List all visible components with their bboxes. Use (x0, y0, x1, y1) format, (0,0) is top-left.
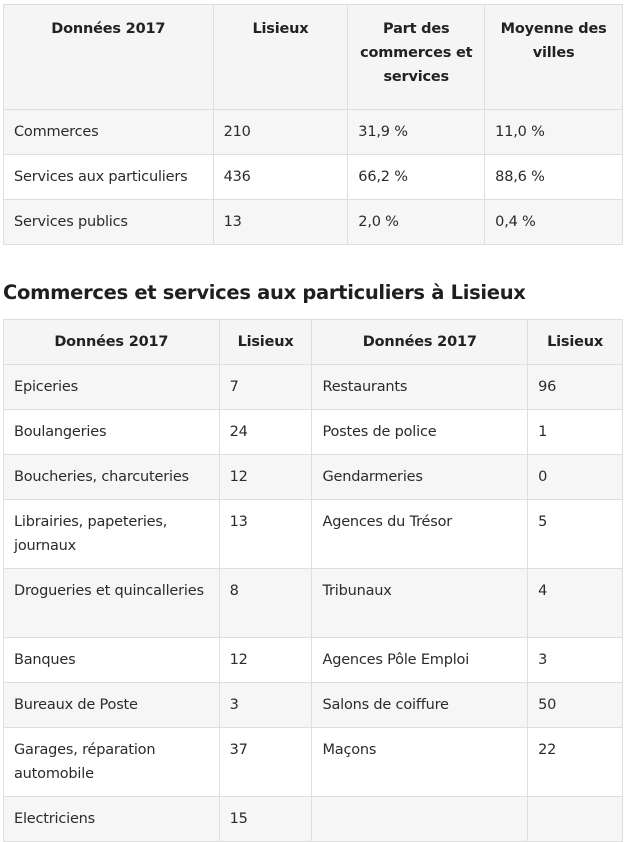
table-cell: Maçons (312, 728, 528, 797)
table-cell: 436 (213, 155, 348, 200)
table-row (4, 569, 623, 638)
column-header: Moyenne des villes (485, 5, 623, 110)
table-row (4, 110, 623, 155)
table-cell: 11,0 % (485, 110, 623, 155)
table-cell: Banques (4, 638, 220, 683)
table-row (4, 200, 623, 245)
table-cell: Services aux particuliers (4, 155, 214, 200)
table-header-row (4, 5, 623, 110)
table-row (4, 155, 623, 200)
table-cell: 22 (528, 728, 623, 797)
table-cell: 3 (528, 638, 623, 683)
table-cell: 8 (219, 569, 312, 638)
table-cell: Commerces (4, 110, 214, 155)
table-row (4, 728, 623, 797)
table-cell: Boucheries, charcuteries (4, 455, 220, 500)
table-row (4, 683, 623, 728)
table-cell: Boulangeries (4, 410, 220, 455)
section-title: Commerces et services aux particuliers à Lisieux (3, 281, 526, 304)
table-cell: Bureaux de Poste (4, 683, 220, 728)
table-cell: 1 (528, 410, 623, 455)
table-cell: Drogueries et quincalleries (4, 569, 220, 638)
table-cell: 31,9 % (348, 110, 485, 155)
table-cell: Restaurants (312, 365, 528, 410)
table-cell: Agences Pôle Emploi (312, 638, 528, 683)
table-header-row (4, 320, 623, 365)
table-row (4, 638, 623, 683)
table-cell: 37 (219, 728, 312, 797)
column-header: Part des commerces et services (348, 5, 485, 110)
table-row (4, 455, 623, 500)
table-cell: 13 (213, 200, 348, 245)
table-cell: 0 (528, 455, 623, 500)
table-cell: Services publics (4, 200, 214, 245)
table-row (4, 797, 623, 842)
table-cell: 4 (528, 569, 623, 638)
table-cell: 0,4 % (485, 200, 623, 245)
column-header: Lisieux (219, 320, 312, 365)
table-cell: Librairies, papeteries, journaux (4, 500, 220, 569)
table-row (4, 365, 623, 410)
column-header: Lisieux (213, 5, 348, 110)
table-cell: 50 (528, 683, 623, 728)
table-row (4, 500, 623, 569)
table-cell: Gendarmeries (312, 455, 528, 500)
table-cell (528, 797, 623, 842)
table-cell: Epiceries (4, 365, 220, 410)
table-cell: Electriciens (4, 797, 220, 842)
table-cell: Salons de coiffure (312, 683, 528, 728)
table-cell: 5 (528, 500, 623, 569)
table-cell: Tribunaux (312, 569, 528, 638)
table-cell: 88,6 % (485, 155, 623, 200)
table-cell: 66,2 % (348, 155, 485, 200)
table-cell: Garages, réparation automobile (4, 728, 220, 797)
table-cell: 12 (219, 638, 312, 683)
stats-table-details (3, 319, 623, 842)
table-cell: Agences du Trésor (312, 500, 528, 569)
table-cell: 15 (219, 797, 312, 842)
column-header: Données 2017 (4, 5, 214, 110)
stats-table-summary (3, 4, 623, 245)
column-header: Données 2017 (4, 320, 220, 365)
table-cell: 3 (219, 683, 312, 728)
column-header: Lisieux (528, 320, 623, 365)
table-cell: 13 (219, 500, 312, 569)
table-cell: 2,0 % (348, 200, 485, 245)
table-cell: 7 (219, 365, 312, 410)
table-cell: 96 (528, 365, 623, 410)
column-header: Données 2017 (312, 320, 528, 365)
table-cell: 210 (213, 110, 348, 155)
table-cell: Postes de police (312, 410, 528, 455)
table-cell: 24 (219, 410, 312, 455)
table-cell: 12 (219, 455, 312, 500)
table-cell (312, 797, 528, 842)
table-row (4, 410, 623, 455)
